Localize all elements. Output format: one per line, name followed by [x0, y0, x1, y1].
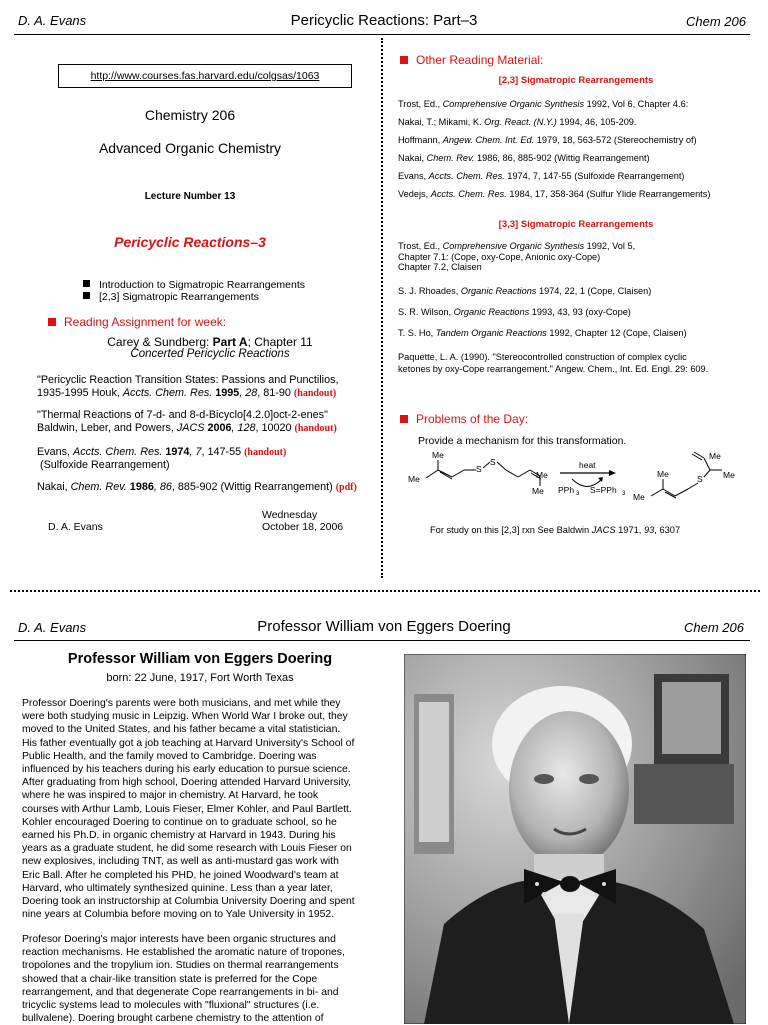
- scheme-pph: PPh: [558, 485, 575, 495]
- red-square-bullet-icon: [48, 318, 56, 326]
- sign-date: October 18, 2006: [262, 521, 344, 533]
- ref-houk: "Pericyclic Reaction Transition States: Passions and Punctilios, 1935-1995 Houk, Accts. Chem. Res. 1995, 28, 81-90 (handout): [37, 374, 339, 399]
- lecture-number: Lecture Number 13: [144, 191, 236, 202]
- bio-text-line: rearrangement, and that degenerate Cope rearrangements in bi- and: [22, 986, 339, 998]
- page-break-divider: [10, 590, 760, 592]
- scheme-me: Me: [723, 470, 735, 480]
- red-square-bullet-icon: [400, 56, 408, 64]
- reference-item: Trost, Ed., Comprehensive Organic Synthesis 1992, Vol 6, Chapter 4.6:: [398, 99, 689, 109]
- bio-text-line: His father eventually got a job teaching at Harvard University's School of: [22, 737, 355, 749]
- bio-text-line: Eric Ball. After he completed his PHD, he joined Woodward's team at: [22, 869, 339, 881]
- bio-text-line: Profesor Doering's major interests have been organic structures and: [22, 934, 336, 945]
- bio-text-line: where he was inspired to major in chemistry. At Harvard, he took: [22, 790, 319, 802]
- handout-link[interactable]: (handout): [244, 447, 287, 458]
- course-number: Chemistry 206: [144, 107, 236, 123]
- carey-sundberg: Carey & Sundberg: Part A; Chapter 11: [107, 335, 313, 349]
- handout-link[interactable]: (handout): [293, 388, 337, 399]
- bio-text-line: Professor Doering's parents were both musicians, and met while they: [22, 698, 341, 709]
- reference-item: Nakai, T.; Mikami, K. Org. React. (N.Y.) 1994, 46, 105-209.: [398, 117, 637, 127]
- ref-evans: Evans, Accts. Chem. Res. 1974, 7, 147-55 (handout) (Sulfoxide Rearrangement): [37, 446, 287, 471]
- column-divider: [381, 38, 383, 578]
- course-url-link[interactable]: http://www.courses.fas.harvard.edu/colgsas/1063: [90, 70, 320, 82]
- scheme-me: Me: [532, 486, 544, 496]
- bio-text-line: influenced by his teachers during his early education to pursue science.: [22, 764, 351, 776]
- bottom-header-course: Chem 206: [684, 620, 744, 635]
- top-header-author: D. A. Evans: [18, 13, 87, 28]
- reading-heading: Reading Assignment for week:: [48, 315, 226, 329]
- problems-heading: Problems of the Day:: [400, 412, 528, 426]
- bio-text-line: years as a graduate student, he did some research with Louis Fieser on: [22, 843, 352, 855]
- bio-paragraph-1: [22, 697, 392, 921]
- bio-paragraph-2: [22, 933, 392, 1025]
- problem-text: Provide a mechanism for this transformation.: [418, 435, 627, 447]
- course-subtitle: Advanced Organic Chemistry: [98, 140, 282, 156]
- red-square-bullet-icon: [400, 415, 408, 423]
- bio-text-line: showed that a chair-like transition state is preferred for the Cope: [22, 973, 318, 985]
- section-23-heading: [2,3] Sigmatropic Rearrangements: [498, 75, 654, 86]
- svg-text:3: 3: [622, 491, 626, 497]
- bio-text-line: tropolones and the tropylium ion. Studies on thermal rearrangements: [22, 960, 339, 972]
- pdf-link[interactable]: (pdf): [335, 482, 357, 493]
- bio-text-line: After graduating from high school, Doering attended Harvard University,: [22, 777, 352, 789]
- sign-day: Wednesday: [262, 509, 318, 521]
- top-header-rule: [14, 34, 750, 35]
- bottom-header-author: D. A. Evans: [18, 620, 87, 635]
- bottom-header-title: Professor William von Eggers Doering: [257, 618, 511, 635]
- top-header-title: Pericyclic Reactions: Part–3: [290, 12, 478, 29]
- section-33-heading: [3,3] Sigmatropic Rearrangements: [498, 219, 654, 230]
- bio-text-line: were both studying music in Leipzig. When World War I broke out, they: [22, 711, 348, 723]
- bio-text-line: earned his Ph.D. in organic chemistry at Harvard in 1943. During his: [22, 830, 336, 842]
- baldwin-note: For study on this [2,3] rxn See Baldwin JACS 1971, 93, 6307: [430, 525, 681, 535]
- bio-text-line: reaction mechanisms. He established the aromatic nature of tropones,: [22, 947, 345, 959]
- reference-item: Vedejs, Accts. Chem. Res. 1984, 17, 358-364 (Sulfur Ylide Rearrangements): [398, 189, 711, 199]
- bio-text-line: Kohler encouraged Doering to continue on to graduate school, so he: [22, 816, 337, 828]
- url-box: [58, 64, 352, 88]
- reference-item: Evans, Accts. Chem. Res. 1974, 7, 147-55 (Sulfoxide Rearrangement): [398, 171, 685, 181]
- scheme-spph: S=PPh: [590, 485, 617, 495]
- scheme-s: S: [490, 457, 496, 467]
- scheme-me: Me: [408, 474, 420, 484]
- reference-item: Nakai, Chem. Rev. 1986, 86, 885-902 (Wittig Rearrangement): [398, 153, 650, 163]
- topic-item: [2,3] Sigmatropic Rearrangements: [83, 291, 259, 304]
- ref-nakai: Nakai, Chem. Rev. 1986, 86, 885-902 (Wittig Rearrangement) (pdf): [37, 481, 357, 493]
- ref-trost-vol5: Trost, Ed., Comprehensive Organic Synthesis 1992, Vol 5, Chapter 7.1: (Cope, oxy-Cope, Anionic oxy-Cope) Chapter 7.2, Claisen: [398, 241, 636, 272]
- ref-baldwin: "Thermal Reactions of 7-d- and 8-d-Bicyclo[4.2.0]oct-2-enes" Baldwin, Leber, and Powers, JACS 2006, 128, 10020 (handout): [37, 409, 337, 434]
- scheme-s: S: [697, 474, 703, 484]
- bio-text-line: courses with Arthur Lamb, Louis Fieser, Elmer Kohler, and Paul Bartlett.: [22, 803, 352, 815]
- square-bullet-icon: [83, 292, 90, 299]
- scheme-me: Me: [709, 451, 721, 461]
- reaction-scheme: [384, 446, 768, 518]
- reference-item: S. R. Wilson, Organic Reactions 1993, 43, 93 (oxy-Cope): [398, 307, 631, 317]
- bio-text-line: moved to the United States, and his father became a vital statistician.: [22, 724, 341, 736]
- sign-author: D. A. Evans: [48, 521, 103, 533]
- reference-item: Hoffmann, Angew. Chem. Int. Ed. 1979, 18, 563-572 (Stereochemistry of): [398, 135, 697, 145]
- other-reading-heading: Other Reading Material:: [400, 53, 543, 67]
- scheme-me: Me: [432, 450, 444, 460]
- bio-text-line: Harvard, who ultimately synthesized quinine. Less than a year later,: [22, 882, 333, 894]
- bio-text-line: nine years at Columbia before moving on to Yale University in 1952.: [22, 909, 335, 921]
- bio-text-line: new explosives, including TNT, as well as anti-mustard gas work with: [22, 856, 339, 868]
- svg-text:3: 3: [576, 491, 580, 497]
- concerted-pericyclic: Concerted Pericyclic Reactions: [130, 348, 290, 360]
- scheme-me: Me: [657, 469, 669, 479]
- bottom-header-rule: [14, 640, 750, 641]
- handout-link[interactable]: (handout): [294, 423, 337, 434]
- bio-text-line: bullvalene). Doering brought carbene chemistry to the attention of: [22, 1013, 324, 1025]
- other-refs-list: [398, 99, 710, 207]
- top-header-course: Chem 206: [686, 14, 746, 29]
- reference-item: T. S. Ho, Tandem Organic Reactions 1992, Chapter 12 (Cope, Claisen): [398, 328, 687, 338]
- reference-item: S. J. Rhoades, Organic Reactions 1974, 22, 1 (Cope, Claisen): [398, 286, 652, 296]
- ref-paquette: Paquette, L. A. (1990). "Stereocontrolled construction of complex cyclic ketones by oxy-Cope rearrangement." Angew. Chem., Int. Ed. Engl. 29: 609.: [398, 352, 709, 374]
- topic-item: Introduction to Sigmatropic Rearrangements: [83, 279, 305, 292]
- square-bullet-icon: [83, 280, 90, 287]
- scheme-me: Me: [536, 470, 548, 480]
- bio-text-line: tricyclic systems lead to molecules with "fluxional" structures (i.e.: [22, 1000, 320, 1012]
- scheme-heat: heat: [579, 460, 596, 470]
- lecture-title: Pericyclic Reactions–3: [114, 234, 266, 250]
- bio-text-line: Doering took an instructorship at Columbia University Doering and spent: [22, 896, 355, 908]
- bio-text-line: Public Health, and the family moved to Cambridge. Doering was: [22, 750, 317, 762]
- scheme-s: S: [476, 464, 482, 474]
- bio-name: Professor William von Eggers Doering: [67, 651, 333, 667]
- refs-33-list: [398, 286, 687, 349]
- portrait-photo: [404, 654, 746, 1024]
- scheme-me: Me: [633, 492, 645, 502]
- bio-born: born: 22 June, 1917, Fort Worth Texas: [106, 672, 294, 684]
